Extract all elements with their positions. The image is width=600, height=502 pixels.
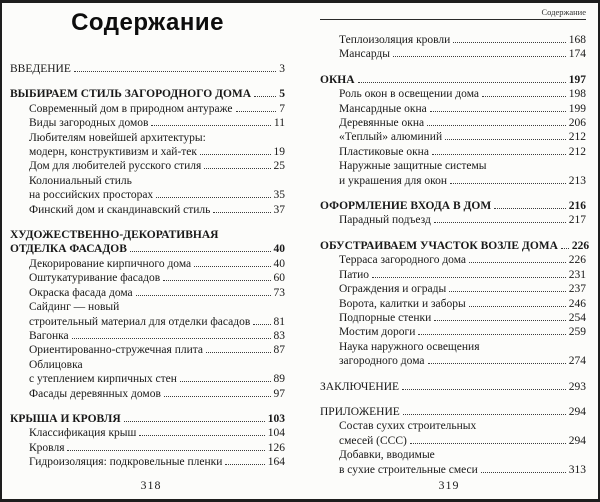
toc-entry [320, 463, 586, 477]
toc-entry-title: Гидроизоляция: подкровельные пленки [29, 456, 223, 469]
toc-entry-title: Терраса загородного дома [339, 254, 467, 267]
dot-leader [213, 212, 270, 213]
toc-entry [320, 282, 586, 296]
dot-leader [225, 464, 264, 465]
toc-list-left [10, 62, 285, 470]
toc-entry-page: 259 [568, 326, 586, 339]
toc-entry [320, 297, 586, 311]
toc-entry-page: 81 [273, 315, 285, 328]
toc-entry [320, 33, 586, 47]
toc-entry [10, 315, 285, 329]
toc-entry-title: Роль окон в освещении дома [339, 88, 479, 101]
toc-list-right [320, 33, 590, 477]
toc-entry [320, 419, 586, 433]
dot-leader [494, 208, 566, 209]
dot-leader [204, 168, 270, 169]
toc-entry-page: 216 [568, 200, 586, 213]
dot-leader [481, 472, 566, 473]
toc-entry-title: с утеплением кирпичных стен [29, 373, 177, 386]
toc-entry-title: Наука наружного освещения [339, 340, 480, 353]
dot-leader [164, 396, 271, 397]
toc-entry [320, 405, 586, 419]
toc-entry-title: Классификация крыш [29, 427, 137, 440]
dot-leader [428, 363, 566, 364]
toc-entry [320, 434, 586, 448]
dot-leader [130, 251, 271, 252]
toc-entry [320, 448, 586, 462]
toc-entry [320, 354, 586, 368]
toc-entry [10, 343, 285, 357]
toc-entry-page: 254 [568, 311, 586, 324]
toc-entry [10, 159, 285, 173]
toc-entry-title: Дом для любителей русского стиля [29, 160, 202, 173]
toc-entry-title: смесей (ССС) [339, 434, 407, 447]
toc-entry-page: 164 [267, 456, 285, 469]
dot-leader [151, 125, 270, 126]
toc-entry-page: 87 [273, 344, 285, 357]
toc-entry [10, 387, 285, 401]
toc-entry [320, 116, 586, 130]
toc-entry-title: загородного дома [339, 355, 425, 368]
toc-entry-page: 5 [279, 88, 285, 101]
toc-entry [320, 380, 586, 394]
toc-entry [10, 188, 285, 202]
toc-entry [320, 268, 586, 282]
toc-entry-title: Ворота, калитки и заборы [339, 297, 466, 310]
dot-leader [453, 42, 565, 43]
toc-title: Содержание [71, 9, 224, 36]
dot-leader [403, 414, 566, 415]
dot-leader [445, 139, 566, 140]
toc-entry [320, 239, 590, 253]
toc-entry-title: Наружные защитные системы [339, 160, 487, 173]
toc-entry [10, 62, 285, 76]
toc-entry-title: Мансарды [339, 48, 391, 61]
toc-entry-page: 40 [273, 243, 285, 256]
toc-entry-title: ОБУСТРАИВАЕМ УЧАСТОК ВОЗЛЕ ДОМА [320, 239, 558, 252]
toc-entry-title: Виды загородных домов [29, 117, 149, 130]
toc-entry-title: ВВЕДЕНИЕ [10, 63, 71, 75]
toc-entry-title: «Теплый» алюминий [339, 131, 443, 144]
toc-entry [10, 412, 285, 426]
dot-leader [402, 389, 566, 390]
toc-entry [10, 286, 285, 300]
toc-entry-title: Кровля [29, 441, 65, 454]
toc-entry-page: 83 [273, 329, 285, 342]
toc-entry-title: ПРИЛОЖЕНИЕ [320, 405, 400, 418]
toc-entry-page: 103 [267, 412, 285, 425]
toc-entry-title: ОКНА [320, 73, 355, 86]
toc-entry-title: Добавки, вводимые [339, 449, 435, 462]
toc-entry [10, 441, 285, 455]
toc-entry [320, 253, 586, 267]
dot-leader [482, 96, 566, 97]
toc-entry-title: Патио [339, 268, 370, 281]
toc-entry-title: Фасады деревянных домов [29, 387, 161, 400]
toc-entry [10, 372, 285, 386]
toc-entry-title: Вагонка [29, 329, 69, 342]
toc-entry-page: 25 [273, 160, 285, 173]
toc-entry-title: Облицовка [29, 358, 83, 371]
toc-entry-title: Мостим дороги [339, 326, 416, 339]
toc-entry-title: Колониальный стиль [29, 174, 132, 187]
toc-entry [10, 300, 285, 314]
toc-entry-page: 274 [568, 355, 586, 368]
dot-leader [358, 82, 566, 83]
toc-entry-title: Оштукатуривание фасадов [29, 272, 161, 285]
dot-leader [469, 306, 566, 307]
toc-entry-title: Пластиковые окна [339, 145, 429, 158]
toc-entry-title: модерн, конструктивизм и хай-тек [29, 146, 197, 159]
toc-entry [320, 340, 586, 354]
toc-entry [320, 174, 586, 188]
toc-entry-title: ХУДОЖЕСТВЕННО-ДЕКОРАТИВНАЯ [10, 229, 219, 242]
toc-entry-page: 11 [273, 117, 285, 130]
dot-leader [180, 381, 271, 382]
dot-leader [200, 154, 271, 155]
toc-entry-title: Декорирование кирпичного дома [29, 257, 192, 270]
toc-entry-title: ЗАКЛЮЧЕНИЕ [320, 380, 400, 393]
dot-leader [434, 222, 566, 223]
toc-entry-title: ВЫБИРАЕМ СТИЛЬ ЗАГОРОДНОГО ДОМА [10, 88, 252, 101]
dot-leader [450, 183, 566, 184]
toc-entry-title: и украшения для окон [339, 174, 448, 187]
toc-entry-title: Подпорные стенки [339, 311, 432, 324]
toc-entry-title: Окраска фасада дома [29, 286, 133, 299]
dot-leader [194, 266, 270, 267]
toc-entry-page: 293 [568, 380, 586, 393]
toc-entry-page: 60 [273, 272, 285, 285]
toc-entry [320, 102, 586, 116]
toc-entry-title: Парадный подъезд [339, 214, 431, 227]
toc-entry-title: в сухие строительные смеси [339, 463, 478, 476]
toc-entry-page: 168 [568, 34, 586, 46]
toc-entry [320, 311, 586, 325]
toc-entry-page: 7 [279, 102, 285, 115]
toc-entry [320, 199, 586, 213]
dot-leader [236, 111, 277, 112]
toc-entry-title: Состав сухих строительных [339, 420, 477, 433]
toc-entry-title: Финский дом и скандинавский стиль [29, 203, 211, 216]
toc-entry-title: Ограждения и ограды [339, 283, 447, 296]
toc-entry [10, 174, 285, 188]
toc-entry-title: Мансардные окна [339, 102, 427, 115]
toc-entry-page: 198 [568, 88, 586, 101]
toc-entry [10, 228, 285, 242]
toc-entry-page: 89 [273, 373, 285, 386]
toc-entry-page: 212 [568, 145, 586, 158]
dot-leader [254, 96, 276, 97]
dot-leader [393, 56, 566, 57]
toc-entry-title: ОФОРМЛЕНИЕ ВХОДА В ДОМ [320, 200, 492, 213]
toc-entry [10, 116, 285, 130]
toc-entry-page: 40 [273, 257, 285, 270]
dot-leader [410, 443, 566, 444]
dot-leader [124, 421, 265, 422]
toc-entry-title: Теплоизоляция кровли [339, 34, 451, 46]
toc-entry-title: Ориентированно-стружечная плита [29, 344, 204, 357]
toc-entry-page: 237 [568, 283, 586, 296]
toc-entry-title: КРЫША И КРОВЛЯ [10, 412, 121, 425]
toc-entry [320, 145, 586, 159]
dot-leader [136, 295, 271, 296]
toc-entry-page: 97 [273, 387, 285, 400]
dot-leader [253, 324, 270, 325]
toc-entry-page: 73 [273, 286, 285, 299]
toc-entry-page: 226 [568, 254, 586, 267]
toc-entry-page: 197 [568, 73, 586, 86]
toc-entry-page: 126 [267, 441, 285, 454]
toc-entry-page: 294 [568, 434, 586, 447]
toc-entry-title: строительный материал для отделки фасадов [29, 315, 251, 328]
toc-entry-page: 174 [568, 48, 586, 61]
page-number-right: 319 [438, 478, 460, 492]
toc-entry [320, 87, 586, 101]
toc-entry [320, 159, 586, 173]
dot-leader [139, 435, 264, 436]
dot-leader [163, 280, 270, 281]
dot-leader [67, 450, 264, 451]
dot-leader [430, 111, 566, 112]
toc-entry-page: 212 [568, 131, 586, 144]
dot-leader [432, 154, 566, 155]
toc-entry-title: Деревянные окна [339, 117, 425, 130]
dot-leader [449, 291, 566, 292]
page-left [2, 3, 300, 499]
toc-entry-title: ОТДЕЛКА ФАСАДОВ [10, 243, 127, 256]
toc-entry-page: 104 [267, 427, 285, 440]
toc-entry [10, 455, 285, 469]
toc-entry [10, 271, 285, 285]
toc-entry-page: 37 [273, 203, 285, 216]
dot-leader [418, 334, 565, 335]
toc-entry [320, 213, 586, 227]
toc-entry-page: 35 [273, 189, 285, 202]
toc-entry [320, 130, 586, 144]
toc-entry [10, 203, 285, 217]
toc-entry [10, 131, 285, 145]
dot-leader [206, 352, 270, 353]
toc-entry-title: Современный дом в природном антураже [29, 102, 233, 115]
toc-entry-page: 246 [568, 297, 586, 310]
running-header [320, 7, 586, 20]
toc-entry-title: на российских просторах [29, 189, 154, 202]
toc-entry-title: Сайдинг — новый [29, 301, 120, 314]
dot-leader [74, 71, 276, 72]
dot-leader [561, 248, 569, 249]
toc-entry-page: 294 [568, 405, 586, 418]
dot-leader [427, 125, 566, 126]
toc-entry-page: 3 [279, 63, 285, 75]
running-header-label: Содержание [541, 7, 586, 17]
toc-entry [10, 426, 285, 440]
toc-entry-page: 19 [273, 146, 285, 159]
toc-entry [320, 73, 586, 87]
dot-leader [372, 277, 566, 278]
toc-entry [320, 47, 586, 61]
toc-entry [10, 242, 285, 256]
toc-entry [10, 257, 285, 271]
toc-entry-page: 199 [568, 102, 586, 115]
toc-entry-page: 213 [568, 174, 586, 187]
toc-entry [320, 325, 586, 339]
toc-entry [10, 358, 285, 372]
dot-leader [72, 338, 271, 339]
dot-leader [156, 197, 270, 198]
toc-entry [10, 102, 285, 116]
toc-entry-page: 231 [568, 268, 586, 281]
toc-entry-page: 206 [568, 117, 586, 130]
toc-entry [10, 87, 285, 101]
toc-entry-title: Любителям новейшей архитектуры: [29, 131, 206, 144]
toc-entry [10, 145, 285, 159]
toc-entry-page: 226 [571, 239, 590, 252]
toc-entry [10, 329, 285, 343]
toc-entry-page: 217 [568, 214, 586, 227]
page-right [300, 3, 598, 499]
dot-leader [434, 320, 566, 321]
toc-entry-page: 313 [568, 463, 586, 476]
page-number-left: 318 [140, 478, 162, 492]
dot-leader [469, 262, 566, 263]
